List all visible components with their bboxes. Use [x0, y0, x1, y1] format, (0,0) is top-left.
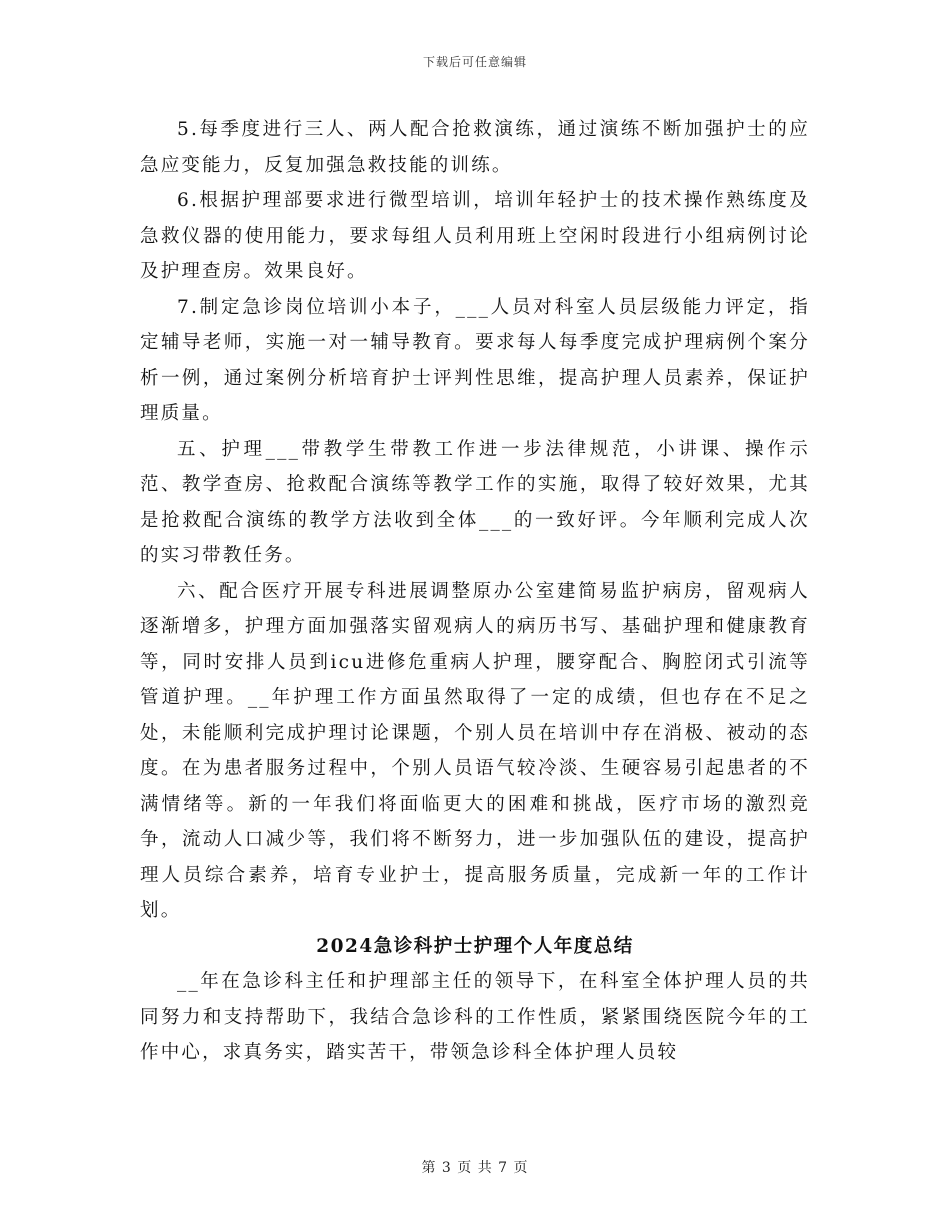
section-title: 2024急诊科护士护理个人年度总结: [316, 935, 634, 957]
section-intro-paragraph: __年在急诊科主任和护理部主任的领导下，在科室全体护理人员的共同努力和支持帮助下，我结合急诊科的工作性质，紧紧围绕医院今年的工作中心，求真务实，踏实苦干，带领急诊科全体护理人员较: [140, 971, 810, 1063]
paragraph-section-5: 五、护理___带教学生带教工作进一步法律规范，小讲课、操作示范、教学查房、抢救配合演练等教学工作的实施，取得了较好效果，尤其是抢救配合演练的教学方法收到全体___的一致好评。今年顺利完成人次的实习带教任务。: [140, 438, 810, 566]
paragraph-section-6: 六、配合医疗开展专科进展调整原办公室建简易监护病房，留观病人逐渐增多，护理方面加强落实留观病人的病历书写、基础护理和健康教育等，同时安排人员到icu进修危重病人护理，腰穿配合、胸腔闭式引流等管道护理。__年护理工作方面虽然取得了一定的成绩，但也存在不足之处，未能顺利完成护理讨论课题，个别人员在培训中存在消极、被动的态度。在为患者服务过程中，个别人员语气较冷淡、生硬容易引起患者的不满情绪等。新的一年我们将面临更大的困难和挑战，医疗市场的激烈竞争，流动人口减少等，我们将不断努力，进一步加强队伍的建设，提高护理人员综合素养，培育专业护士，提高服务质量，完成新一年的工作计划。: [140, 580, 810, 921]
paragraph-item-7: 7.制定急诊岗位培训小本子，___人员对科室人员层级能力评定，指定辅导老师，实施一对一辅导教育。要求每人每季度完成护理病例个案分析一例，通过案例分析培育护士评判性思维，提高护理人员素养，保证护理质量。: [140, 296, 810, 424]
paragraph-item-5: 5.每季度进行三人、两人配合抢救演练，通过演练不断加强护士的应急应变能力，反复加强急救技能的训练。: [140, 119, 810, 176]
page-number-footer: 第 3 页 共 7 页: [421, 1160, 529, 1176]
page-header: 下载后可任意编辑: [422, 55, 527, 69]
document-body: [140, 112, 810, 1071]
paragraph-item-6: 6.根据护理部要求进行微型培训，培训年轻护士的技术操作熟练度及急救仪器的使用能力，要求每组人员利用班上空闲时段进行小组病例讨论及护理查房。效果良好。: [140, 190, 810, 282]
